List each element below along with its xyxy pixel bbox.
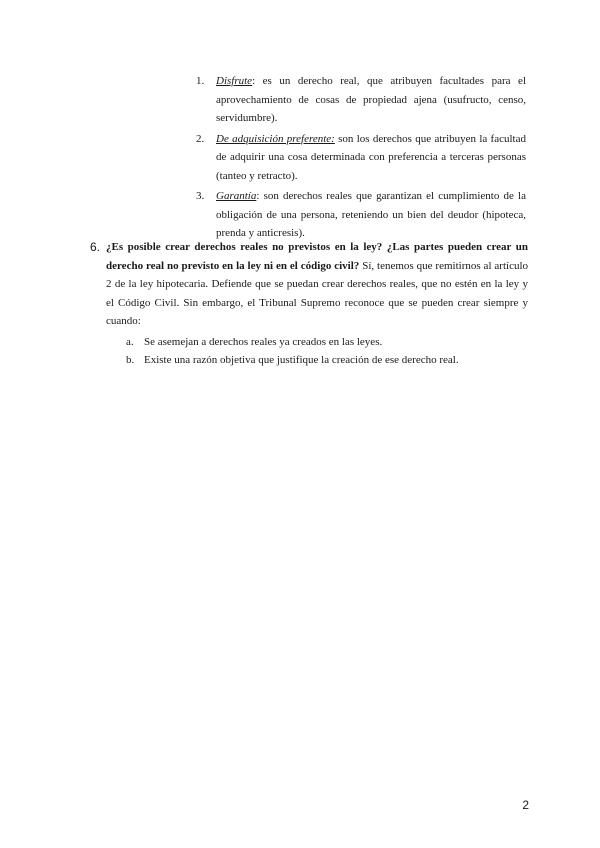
question-text: ¿Es posible crear derechos reales no previstos en la ley? ¿Las partes pueden crear un derecho real no previsto en la ley ni en el código civil?	[106, 241, 528, 272]
question-block	[90, 238, 528, 370]
page-number: 2	[522, 798, 529, 812]
list-item-text: son los derechos que atribuyen la facultad de adquirir una cosa determinada con preferencia a terceras personas (tanteo y retracto).	[216, 132, 526, 182]
list-item	[126, 333, 528, 352]
question-paragraph	[90, 238, 528, 331]
answer-text: Sí, tenemos que remitirnos al artículo 2 de la ley hipotecaria. Defiende que se puedan crear derechos reales, que no estén en la ley y el Código Civil. Sin embargo, el Tribunal Supremo reconoce que se pueden crear siempre y cuando:	[106, 259, 529, 327]
term-garantia: Garantía	[216, 190, 257, 202]
list-item	[196, 72, 526, 128]
list-marker: a.	[126, 335, 134, 348]
list-item-text: : es un derecho real, que atribuyen facultades para el aprovechamiento de cosas de propiedad ajena (usufructo, censo, servidumbre).	[216, 75, 526, 124]
question-number: 6.	[90, 240, 101, 254]
list-marker: b.	[126, 354, 135, 366]
list-item	[126, 351, 528, 370]
list-marker: 2.	[196, 132, 205, 145]
rights-list	[196, 72, 526, 245]
term-disfrute: Disfrute	[216, 75, 253, 87]
list-marker: 1.	[196, 75, 205, 87]
condition-text: Se asemejan a derechos reales ya creados en las leyes.	[144, 335, 383, 348]
conditions-list	[90, 333, 528, 370]
list-item	[196, 187, 526, 243]
condition-text: Existe una razón objetiva que justifique la creación de ese derecho real.	[144, 354, 459, 366]
list-item-text: : son derechos reales que garantizan el cumplimiento de la obligación de una persona, reteniendo un bien del deudor (hipoteca, prenda y anticresis).	[216, 190, 526, 239]
term-adquisicion-preferente: De adquisición preferente:	[216, 132, 335, 145]
list-marker: 3.	[196, 190, 205, 202]
list-item	[196, 130, 526, 186]
